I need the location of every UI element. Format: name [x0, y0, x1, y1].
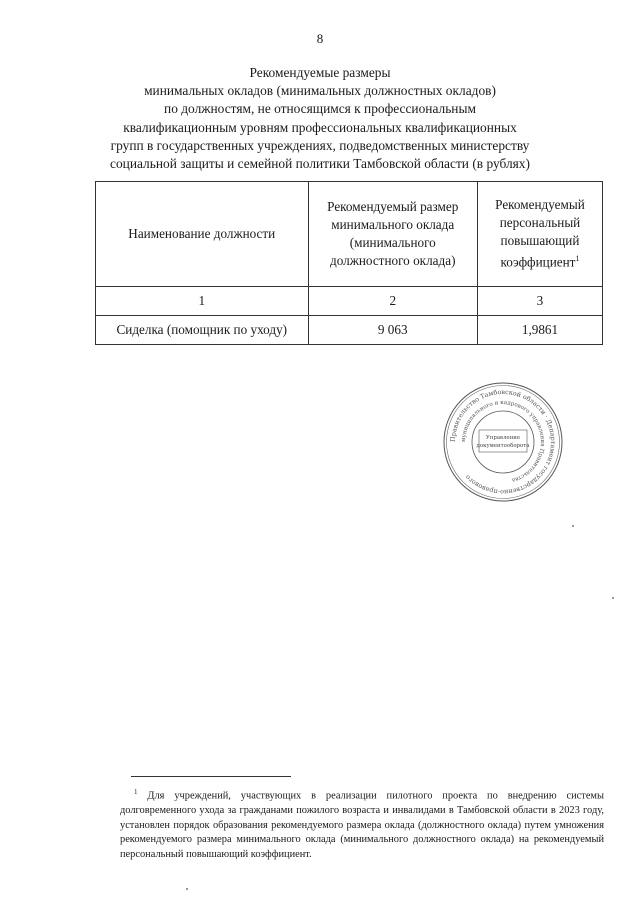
footnote-text: Для учреждений, участвующих в реализации пилотного проекта по внедрению системы долговременного ухода за гражданами пожилого возраста и инвалидами в Тамбовской области в 2023 году, установлен порядок образования рекомендуемого размера оклада (должностного оклада) путем умножения рекомендуемого размера минимального оклада (минимального должностного оклада) на рекомендуемый персональный повышающий коэффициент.: [120, 790, 604, 860]
header-coefficient: [477, 182, 602, 287]
title-line: социальной защиты и семейной политики Тамбовской области (в рублях): [110, 156, 530, 172]
page-number: 8: [316, 31, 324, 46]
scan-speck: [612, 597, 614, 599]
cell-position: Сиделка (помощник по уходу): [96, 316, 309, 345]
header-coefficient-label: Рекомендуемый персональный повышающий коэффициент: [495, 197, 585, 270]
salary-table: [95, 181, 603, 345]
header-position: Наименование должности: [96, 182, 309, 287]
cell-salary: 9 063: [308, 316, 477, 345]
svg-text:муниципального и кадрового упр: муниципального и кадрового управления Правительства: [460, 399, 546, 483]
footnote-reference: 1: [575, 254, 580, 264]
column-number: 2: [308, 287, 477, 316]
title-line: минимальных окладов (минимальных должностных окладов): [144, 83, 496, 99]
column-number: 1: [96, 287, 309, 316]
title-line: Рекомендуемые размеры: [249, 65, 391, 80]
title-line: групп в государственных учреждениях, подведомственных министерству: [110, 137, 530, 153]
footnote: [120, 785, 604, 862]
cell-coefficient: 1,9861: [477, 316, 602, 345]
title-line: по должностям, не относящимся к профессиональным: [164, 101, 476, 117]
table-header-row: [96, 182, 603, 287]
official-seal: [441, 380, 565, 504]
scan-speck: [186, 888, 188, 890]
header-salary: Рекомендуемый размер минимального оклада (минимального должностного оклада): [308, 182, 477, 287]
footnote-separator: [131, 776, 291, 777]
svg-text:Управление: Управление: [485, 435, 521, 441]
footnote-mark: 1: [134, 788, 138, 796]
svg-text:Правительство Тамбовской облас: Правительство Тамбовской области · Департамент государственно-правового: [448, 387, 558, 497]
svg-text:документооборота: документооборота: [476, 443, 530, 449]
seal-icon: [441, 380, 565, 504]
title-line: квалификационным уровням профессиональных квалификационных: [123, 119, 517, 135]
column-number: 3: [477, 287, 602, 316]
document-title: [70, 64, 570, 173]
scan-speck: [572, 525, 574, 527]
column-number-row: [96, 287, 603, 316]
table-row: [96, 316, 603, 345]
